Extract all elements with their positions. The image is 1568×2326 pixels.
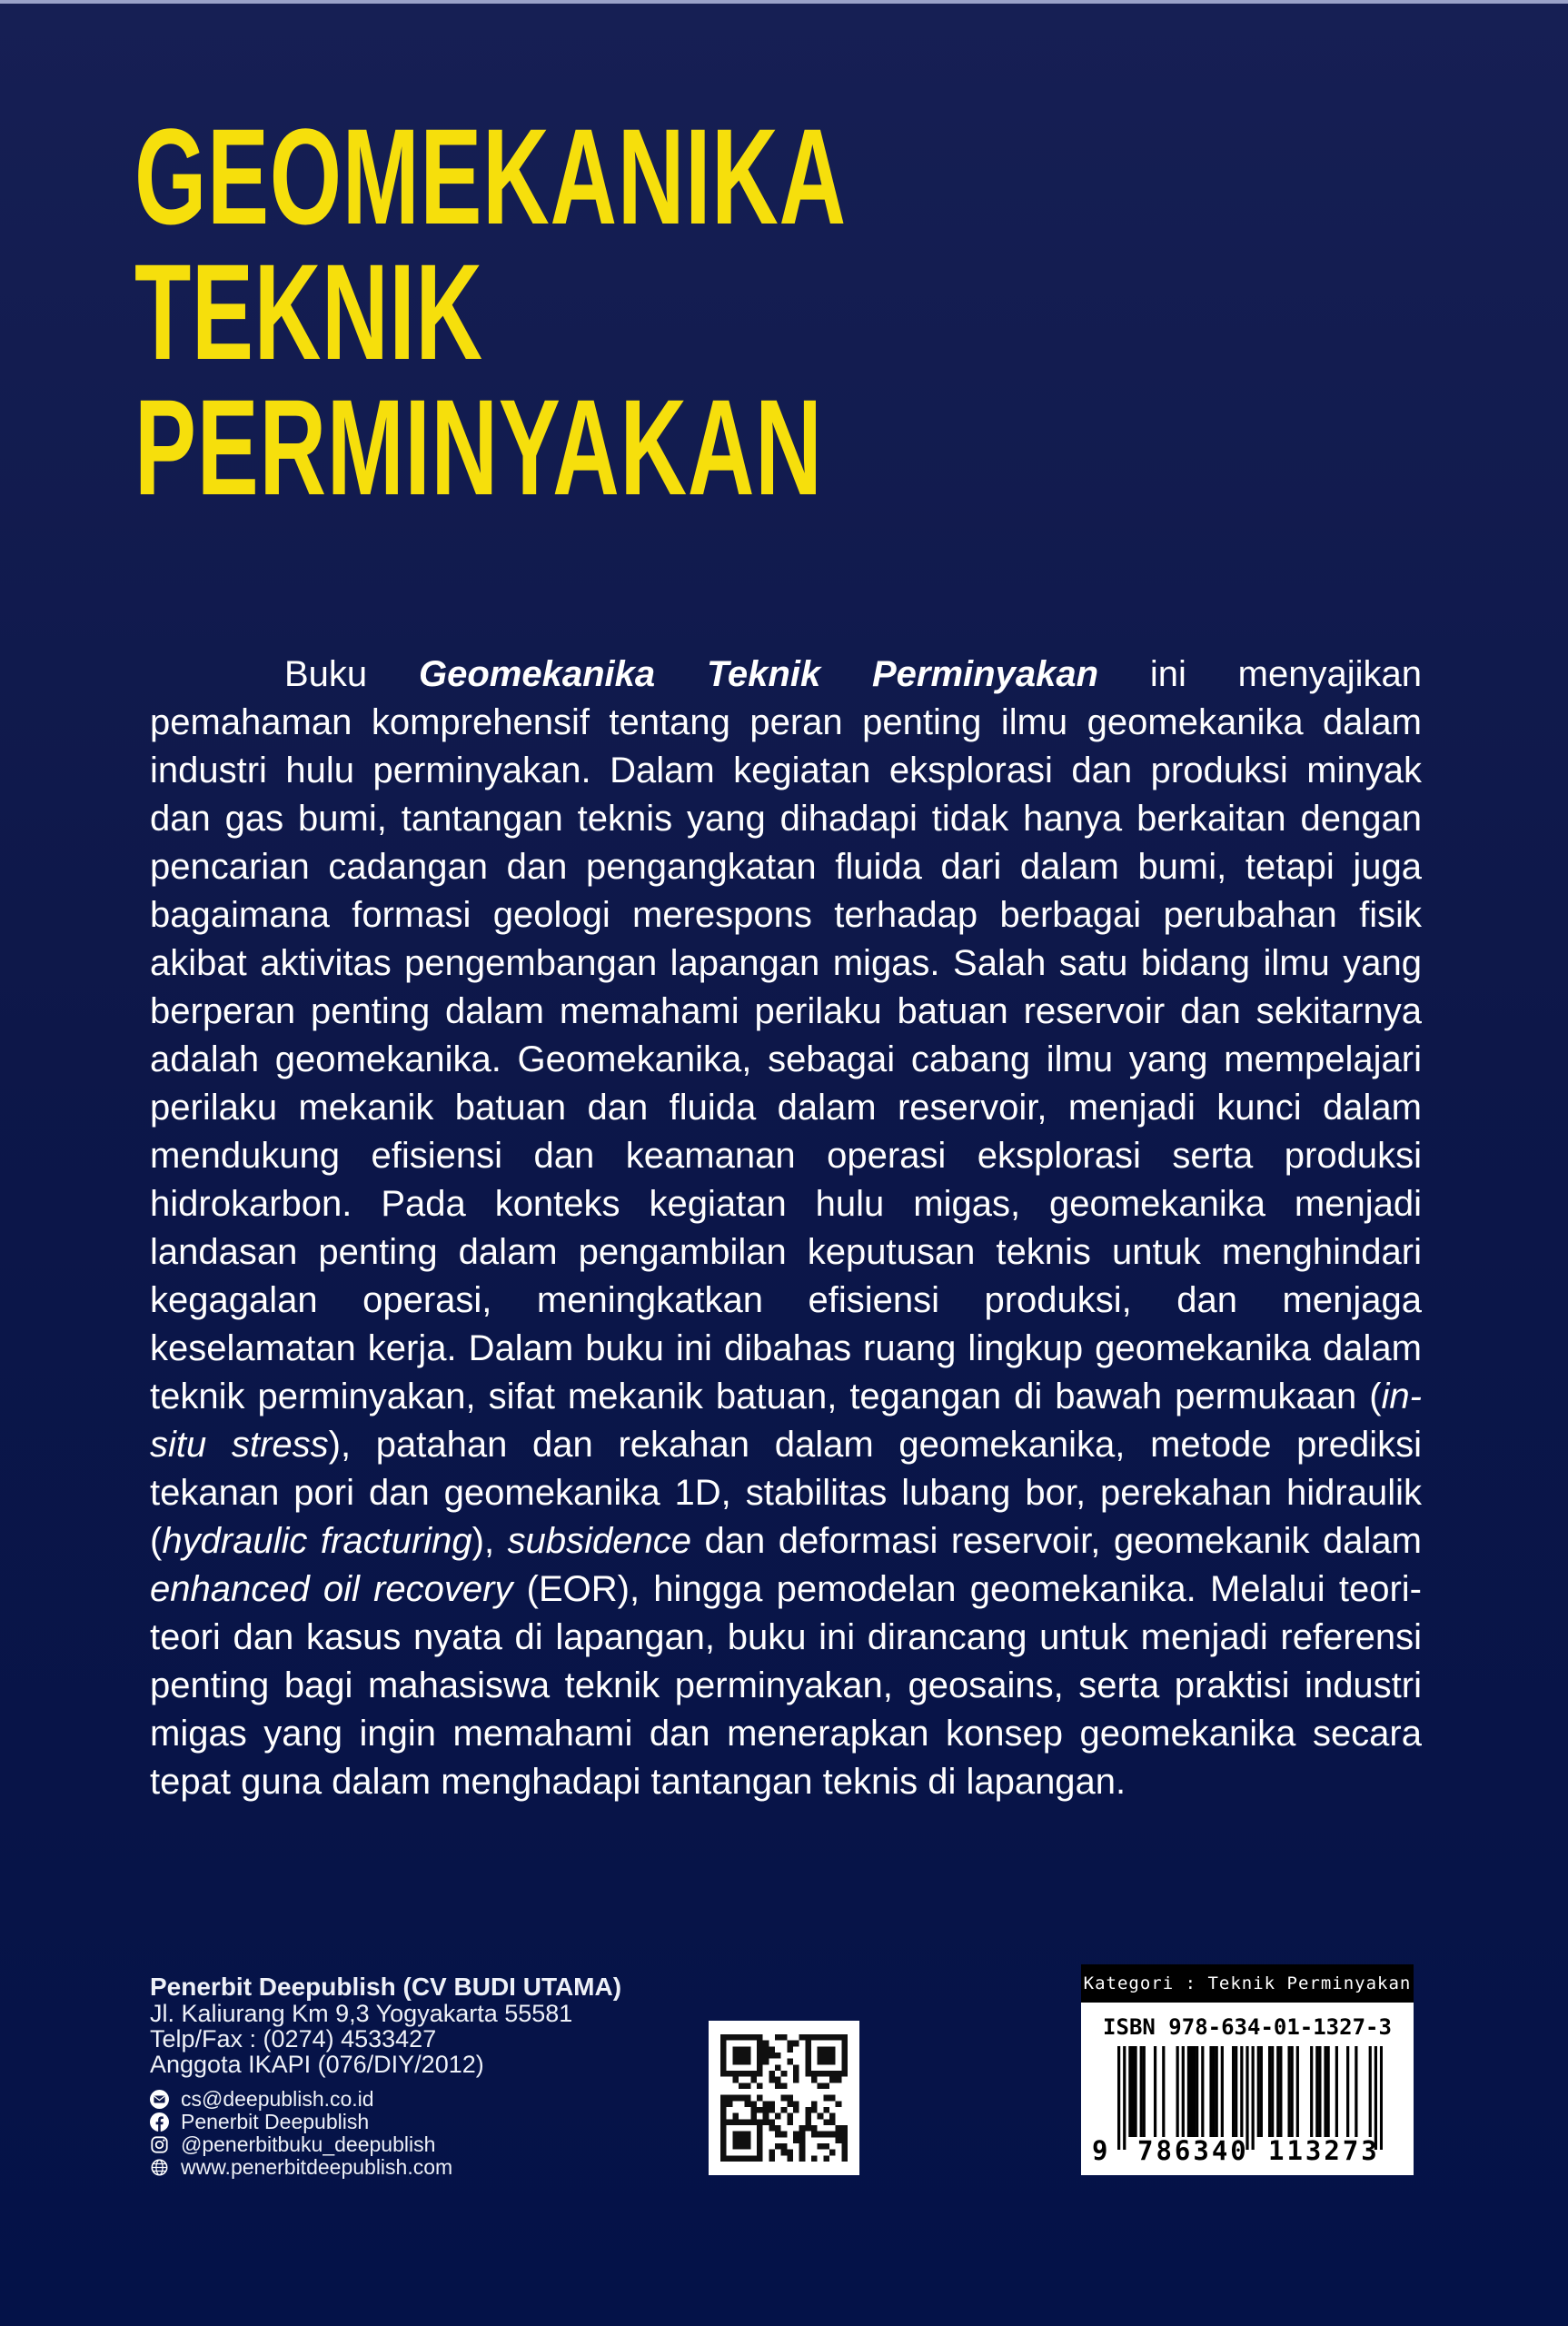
- email-icon: [150, 2090, 169, 2109]
- title-line-3: PERMINYAKAN: [134, 371, 823, 523]
- qr-modules: [720, 2034, 848, 2162]
- contact-row-facebook: [150, 2111, 621, 2133]
- publisher-ikapi: Anggota IKAPI (076/DIY/2012): [150, 2051, 484, 2078]
- title-line-1: GEOMEKANIKA: [134, 100, 847, 253]
- category-strip: [1081, 1964, 1414, 2003]
- contact-row-instagram: [150, 2133, 621, 2156]
- barcode-digit-group2: 113273: [1268, 2135, 1380, 2166]
- publisher-contacts: [150, 2088, 621, 2179]
- synopsis-paragraph: Buku Geomekanika Teknik Perminyakan ini menyajikan pemahaman komprehensif tentang peran penting ilmu geomekanika dalam industri hulu perminyakan. Dalam kegiatan eksplorasi dan produksi minyak dan gas bumi, tantangan teknis yang dihadapi tidak hanya berkaitan dengan pencarian cadangan dan pengangkatan fluida dari dalam bumi, tetapi juga bagaimana formasi geologi merespons terhadap berbagai perubahan fisik akibat aktivitas pengembangan lapangan migas. Salah satu bidang ilmu yang berperan penting dalam memahami perilaku batuan reservoir dan sekitarnya adalah geomekanika. Geomekanika, sebagai cabang ilmu yang mempelajari perilaku mekanik batuan dan fluida dalam reservoir, menjadi kunci dalam mendukung efisiensi dan keamanan operasi eksplorasi serta produksi hidrokarbon. Pada konteks kegiatan hulu migas, geomekanika menjadi landasan penting dalam pengambilan keputusan teknis untuk menghindari kegagalan operasi, meningkatkan efisiensi produksi, dan menjaga keselamatan kerja. Dalam buku ini dibahas ruang lingkup geomekanika dalam teknik perminyakan, sifat mekanik batuan, tegangan di bawah permukaan (in-situ stress), patahan dan rekahan dalam geomekanika, metode prediksi tekanan pori dan geomekanika 1D, stabilitas lubang bor, perekahan hidraulik (hydraulic fracturing), subsidence dan deformasi reservoir, geomekanik dalam enhanced oil recovery (EOR), hingga pemodelan geomekanika. Melalui teori-teori dan kasus nyata di lapangan, buku ini dirancang untuk menjadi referensi penting bagi mahasiswa teknik perminyakan, geosains, serta praktisi industri migas yang ingin memahami dan menerapkan konsep geomekanika secara tepat guna dalam menghadapi tantangan teknis di lapangan.: [150, 654, 1423, 1802]
- contact-label: @penerbitbuku_deepublish: [181, 2132, 436, 2156]
- contact-row-website: [150, 2156, 621, 2179]
- barcode-body: [1081, 2003, 1414, 2175]
- top-edge-highlight: [0, 0, 1568, 4]
- facebook-icon: [150, 2112, 169, 2132]
- category-label: Kategori : Teknik Perminyakan: [1083, 1973, 1412, 1993]
- contact-label: cs@deepublish.co.id: [181, 2087, 374, 2111]
- barcode-digit-group1: 786340: [1137, 2135, 1249, 2166]
- publisher-name: Penerbit Deepublish (CV BUDI UTAMA): [150, 1973, 622, 2001]
- publisher-info: [150, 1973, 621, 2179]
- barcode-bars: [1117, 2046, 1383, 2150]
- qr-code: [709, 2021, 859, 2175]
- instagram-icon: [150, 2135, 169, 2154]
- publisher-phone: Telp/Fax : (0274) 4533427: [150, 2025, 437, 2053]
- contact-label: Penerbit Deepublish: [181, 2110, 370, 2133]
- isbn-label: ISBN 978-634-01-1327-3: [1103, 2014, 1392, 2040]
- contact-row-email: [150, 2088, 621, 2111]
- publisher-address: Jl. Kaliurang Km 9,3 Yogyakarta 55581: [150, 2000, 573, 2027]
- contact-label: www.penerbitdeepublish.com: [181, 2155, 453, 2179]
- barcode-digit-left: 9: [1092, 2135, 1111, 2166]
- globe-icon: [150, 2158, 169, 2177]
- book-title: [134, 100, 847, 523]
- isbn-barcode-panel: [1081, 1964, 1414, 2175]
- title-line-2: TEKNIK: [134, 235, 483, 388]
